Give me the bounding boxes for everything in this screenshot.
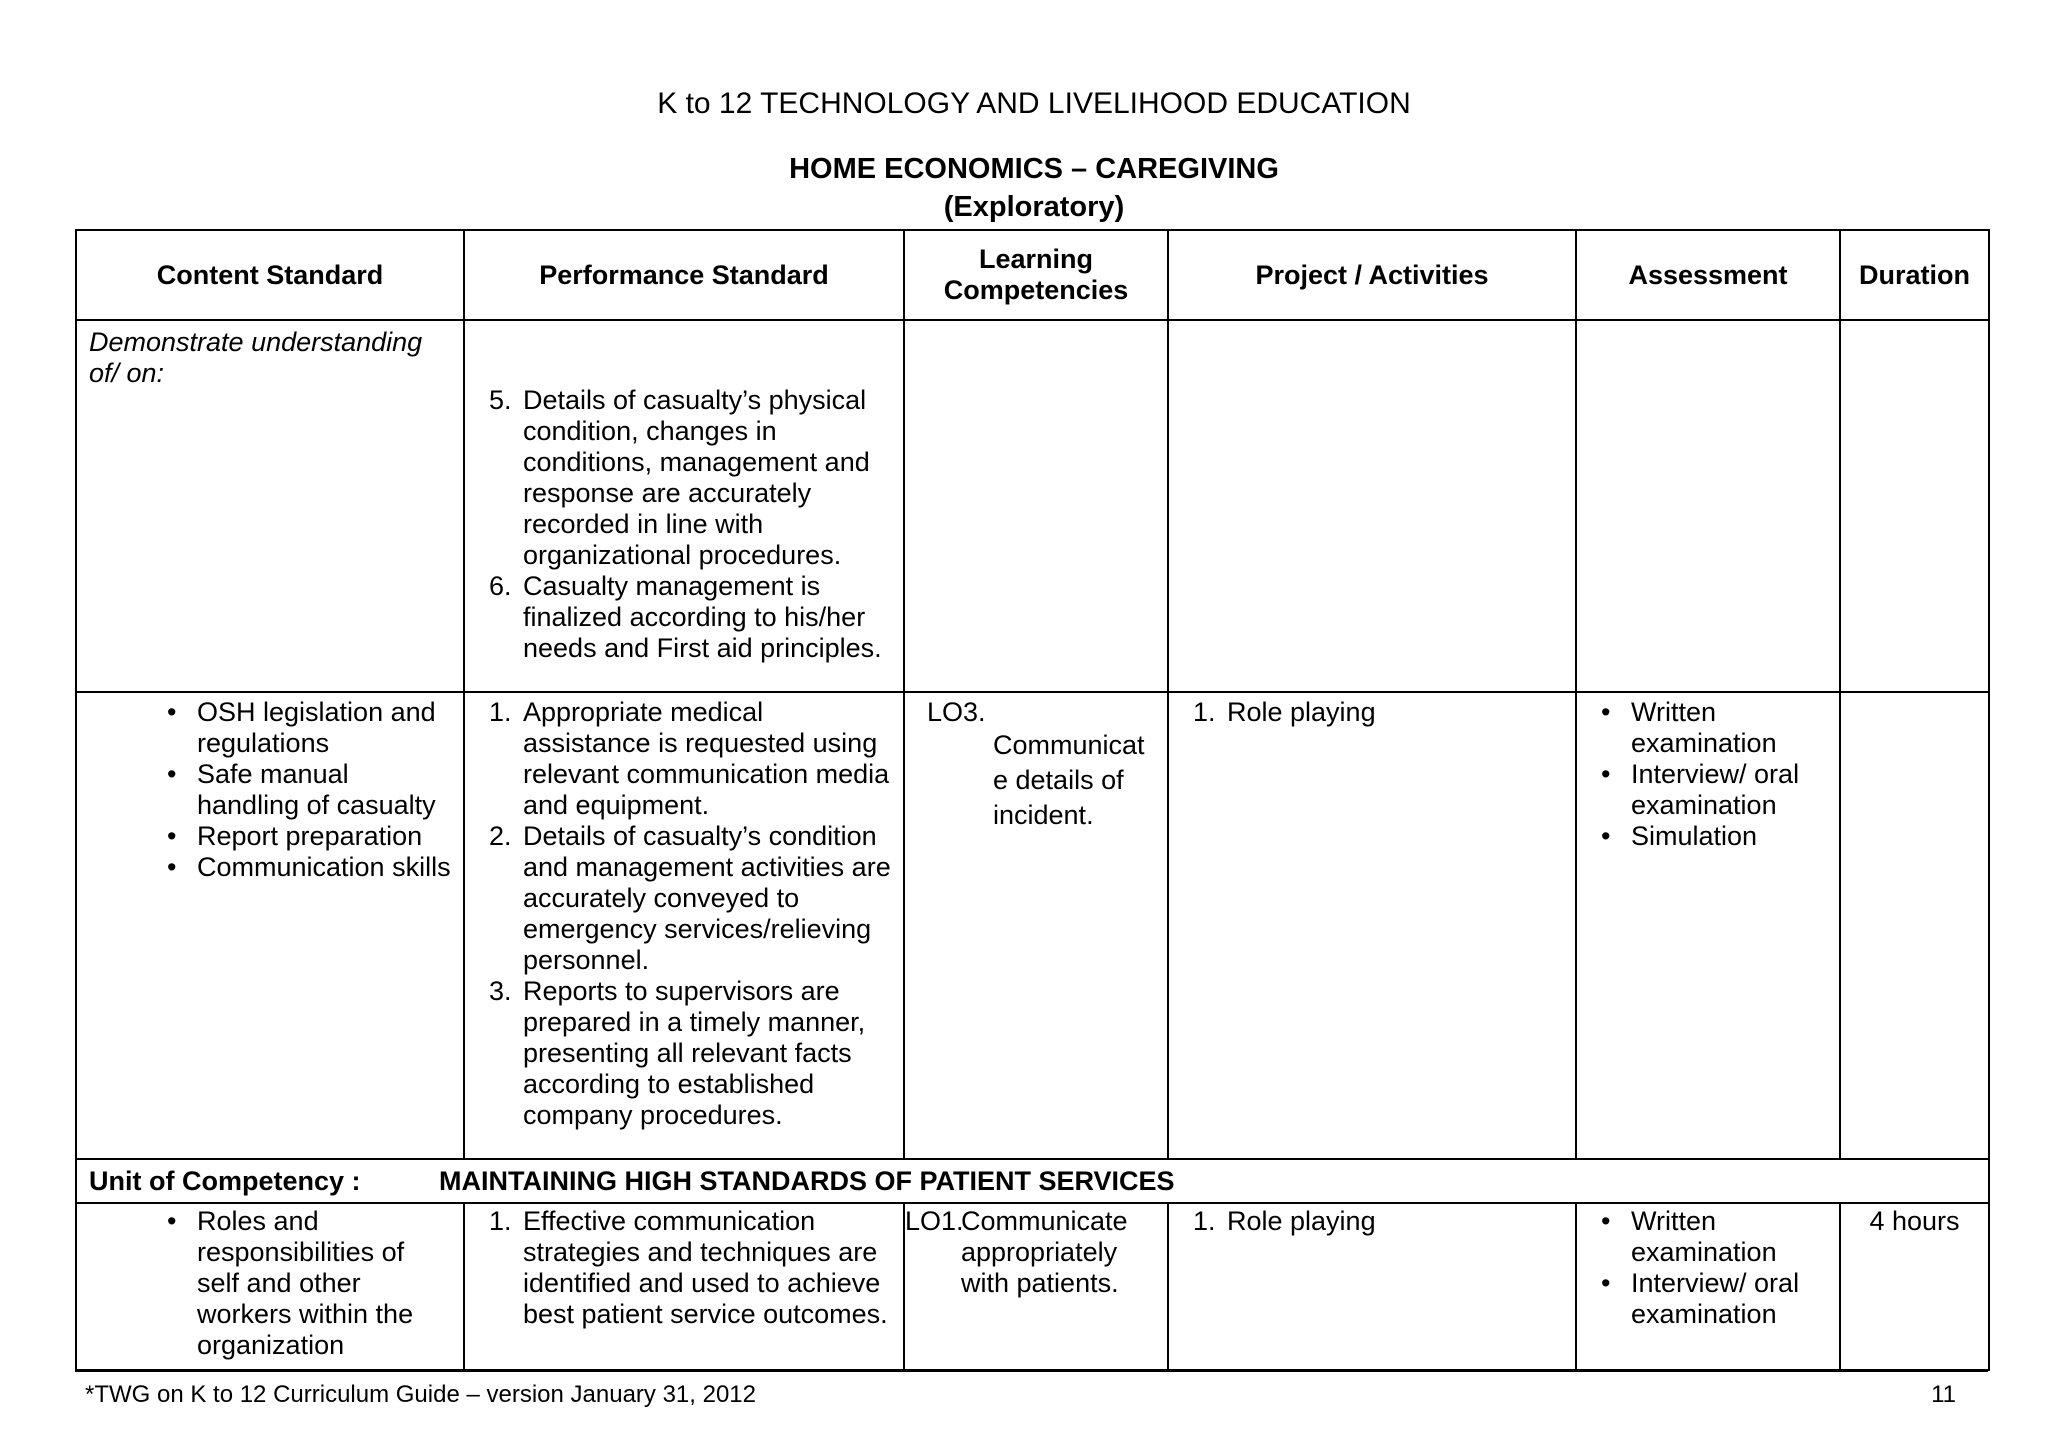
list-item: 5. Details of casualty’s physical condition, changes in conditions, management and response are accurately recorded in line with organizational procedures. bbox=[489, 385, 870, 570]
performance-standard-cell bbox=[464, 1203, 904, 1370]
list-item: • Written examination bbox=[1601, 1206, 1777, 1267]
content-standard-cell bbox=[76, 1203, 464, 1370]
list-item: 1. Appropriate medical assistance is requested using relevant communication media and equipment. bbox=[489, 697, 890, 820]
learning-competencies-cell bbox=[904, 1203, 1168, 1370]
subject-line-2: (Exploratory) bbox=[943, 191, 1125, 223]
list-item: 1. Effective communication strategies and techniques are identified and used to achieve best patient service outcomes. bbox=[489, 1206, 888, 1329]
column-header: Project / Activities bbox=[1168, 230, 1576, 320]
list-item: 1. Role playing bbox=[1193, 1206, 1376, 1236]
column-header: Content Standard bbox=[76, 230, 464, 320]
page-title: K to 12 TECHNOLOGY AND LIVELIHOOD EDUCATION bbox=[657, 87, 1411, 120]
unit-of-competency-row bbox=[76, 1159, 1989, 1203]
assessment-cell bbox=[1576, 1203, 1840, 1370]
duration-cell bbox=[1840, 1203, 1989, 1370]
activities-cell bbox=[1168, 320, 1576, 692]
column-header: Learning Competencies bbox=[904, 230, 1168, 320]
column-header: Duration bbox=[1840, 230, 1989, 320]
unit-title: MAINTAINING HIGH STANDARDS OF PATIENT SERVICES bbox=[439, 1165, 1175, 1196]
list-item: • Interview/ oral examination bbox=[1601, 759, 1800, 820]
activities-cell bbox=[1168, 1203, 1576, 1370]
list-item: • Roles and responsibilities of self and other workers within the organization bbox=[167, 1206, 414, 1360]
list-item: • Written examination bbox=[1601, 697, 1777, 758]
curriculum-table bbox=[75, 229, 1990, 1371]
list-item: • OSH legislation and regulations bbox=[167, 697, 436, 758]
list-item: 6. Casualty management is finalized according to his/her needs and First aid principles. bbox=[489, 571, 882, 663]
content-standard-cell bbox=[76, 692, 464, 1159]
activities-cell bbox=[1168, 692, 1576, 1159]
list-item: 3. Reports to supervisors are prepared in a timely manner, presenting all relevant facts according to established company procedures. bbox=[489, 976, 866, 1130]
list-item: • Safe manual handling of casualty bbox=[167, 759, 436, 820]
column-header: Performance Standard bbox=[464, 230, 904, 320]
page-number: 11 bbox=[1931, 1381, 1956, 1408]
competency-code: LO1. bbox=[905, 1206, 964, 1236]
list-item: • Report preparation bbox=[167, 821, 423, 851]
performance-standard-cell bbox=[464, 692, 904, 1159]
unit-of-competency-cell bbox=[76, 1159, 1989, 1203]
learning-competencies-cell bbox=[904, 692, 1168, 1159]
footer-divider bbox=[75, 1370, 1988, 1372]
duration-cell bbox=[1840, 320, 1989, 692]
subject-line-1: HOME ECONOMICS – CAREGIVING bbox=[789, 153, 1279, 185]
list-item: 2. Details of casualty’s condition and management activities are accurately conveyed to emergency services/relieving personnel. bbox=[489, 821, 891, 975]
content-standard-cell bbox=[76, 320, 464, 692]
duration-cell bbox=[1840, 692, 1989, 1159]
table-row bbox=[76, 1203, 1989, 1370]
list-item: • Simulation bbox=[1601, 821, 1758, 851]
competency-code: LO3. bbox=[927, 697, 986, 727]
assessment-cell bbox=[1576, 692, 1840, 1159]
column-header: Assessment bbox=[1576, 230, 1840, 320]
assessment-cell bbox=[1576, 320, 1840, 692]
list-item: 1. Role playing bbox=[1193, 697, 1376, 727]
list-item: • Interview/ oral examination bbox=[1601, 1268, 1800, 1329]
performance-standard-cell bbox=[464, 320, 904, 692]
learning-competencies-cell bbox=[904, 320, 1168, 692]
table-header-row bbox=[76, 230, 1989, 320]
list-item: • Communication skills bbox=[167, 852, 451, 882]
table-row bbox=[76, 320, 1989, 692]
duration-value: 4 hours bbox=[1869, 1206, 1960, 1236]
subject-title bbox=[0, 150, 2048, 226]
unit-label: Unit of Competency : bbox=[89, 1165, 361, 1196]
competency-text: Communicate appropriately with patients. bbox=[961, 1206, 1128, 1298]
competency-text: Communicat e details of incident. bbox=[993, 730, 1145, 830]
footer-note: *TWG on K to 12 Curriculum Guide – version January 31, 2012 bbox=[85, 1381, 756, 1408]
content-standard-intro: Demonstrate understanding of/ on: bbox=[89, 327, 423, 388]
table-row bbox=[76, 692, 1989, 1159]
